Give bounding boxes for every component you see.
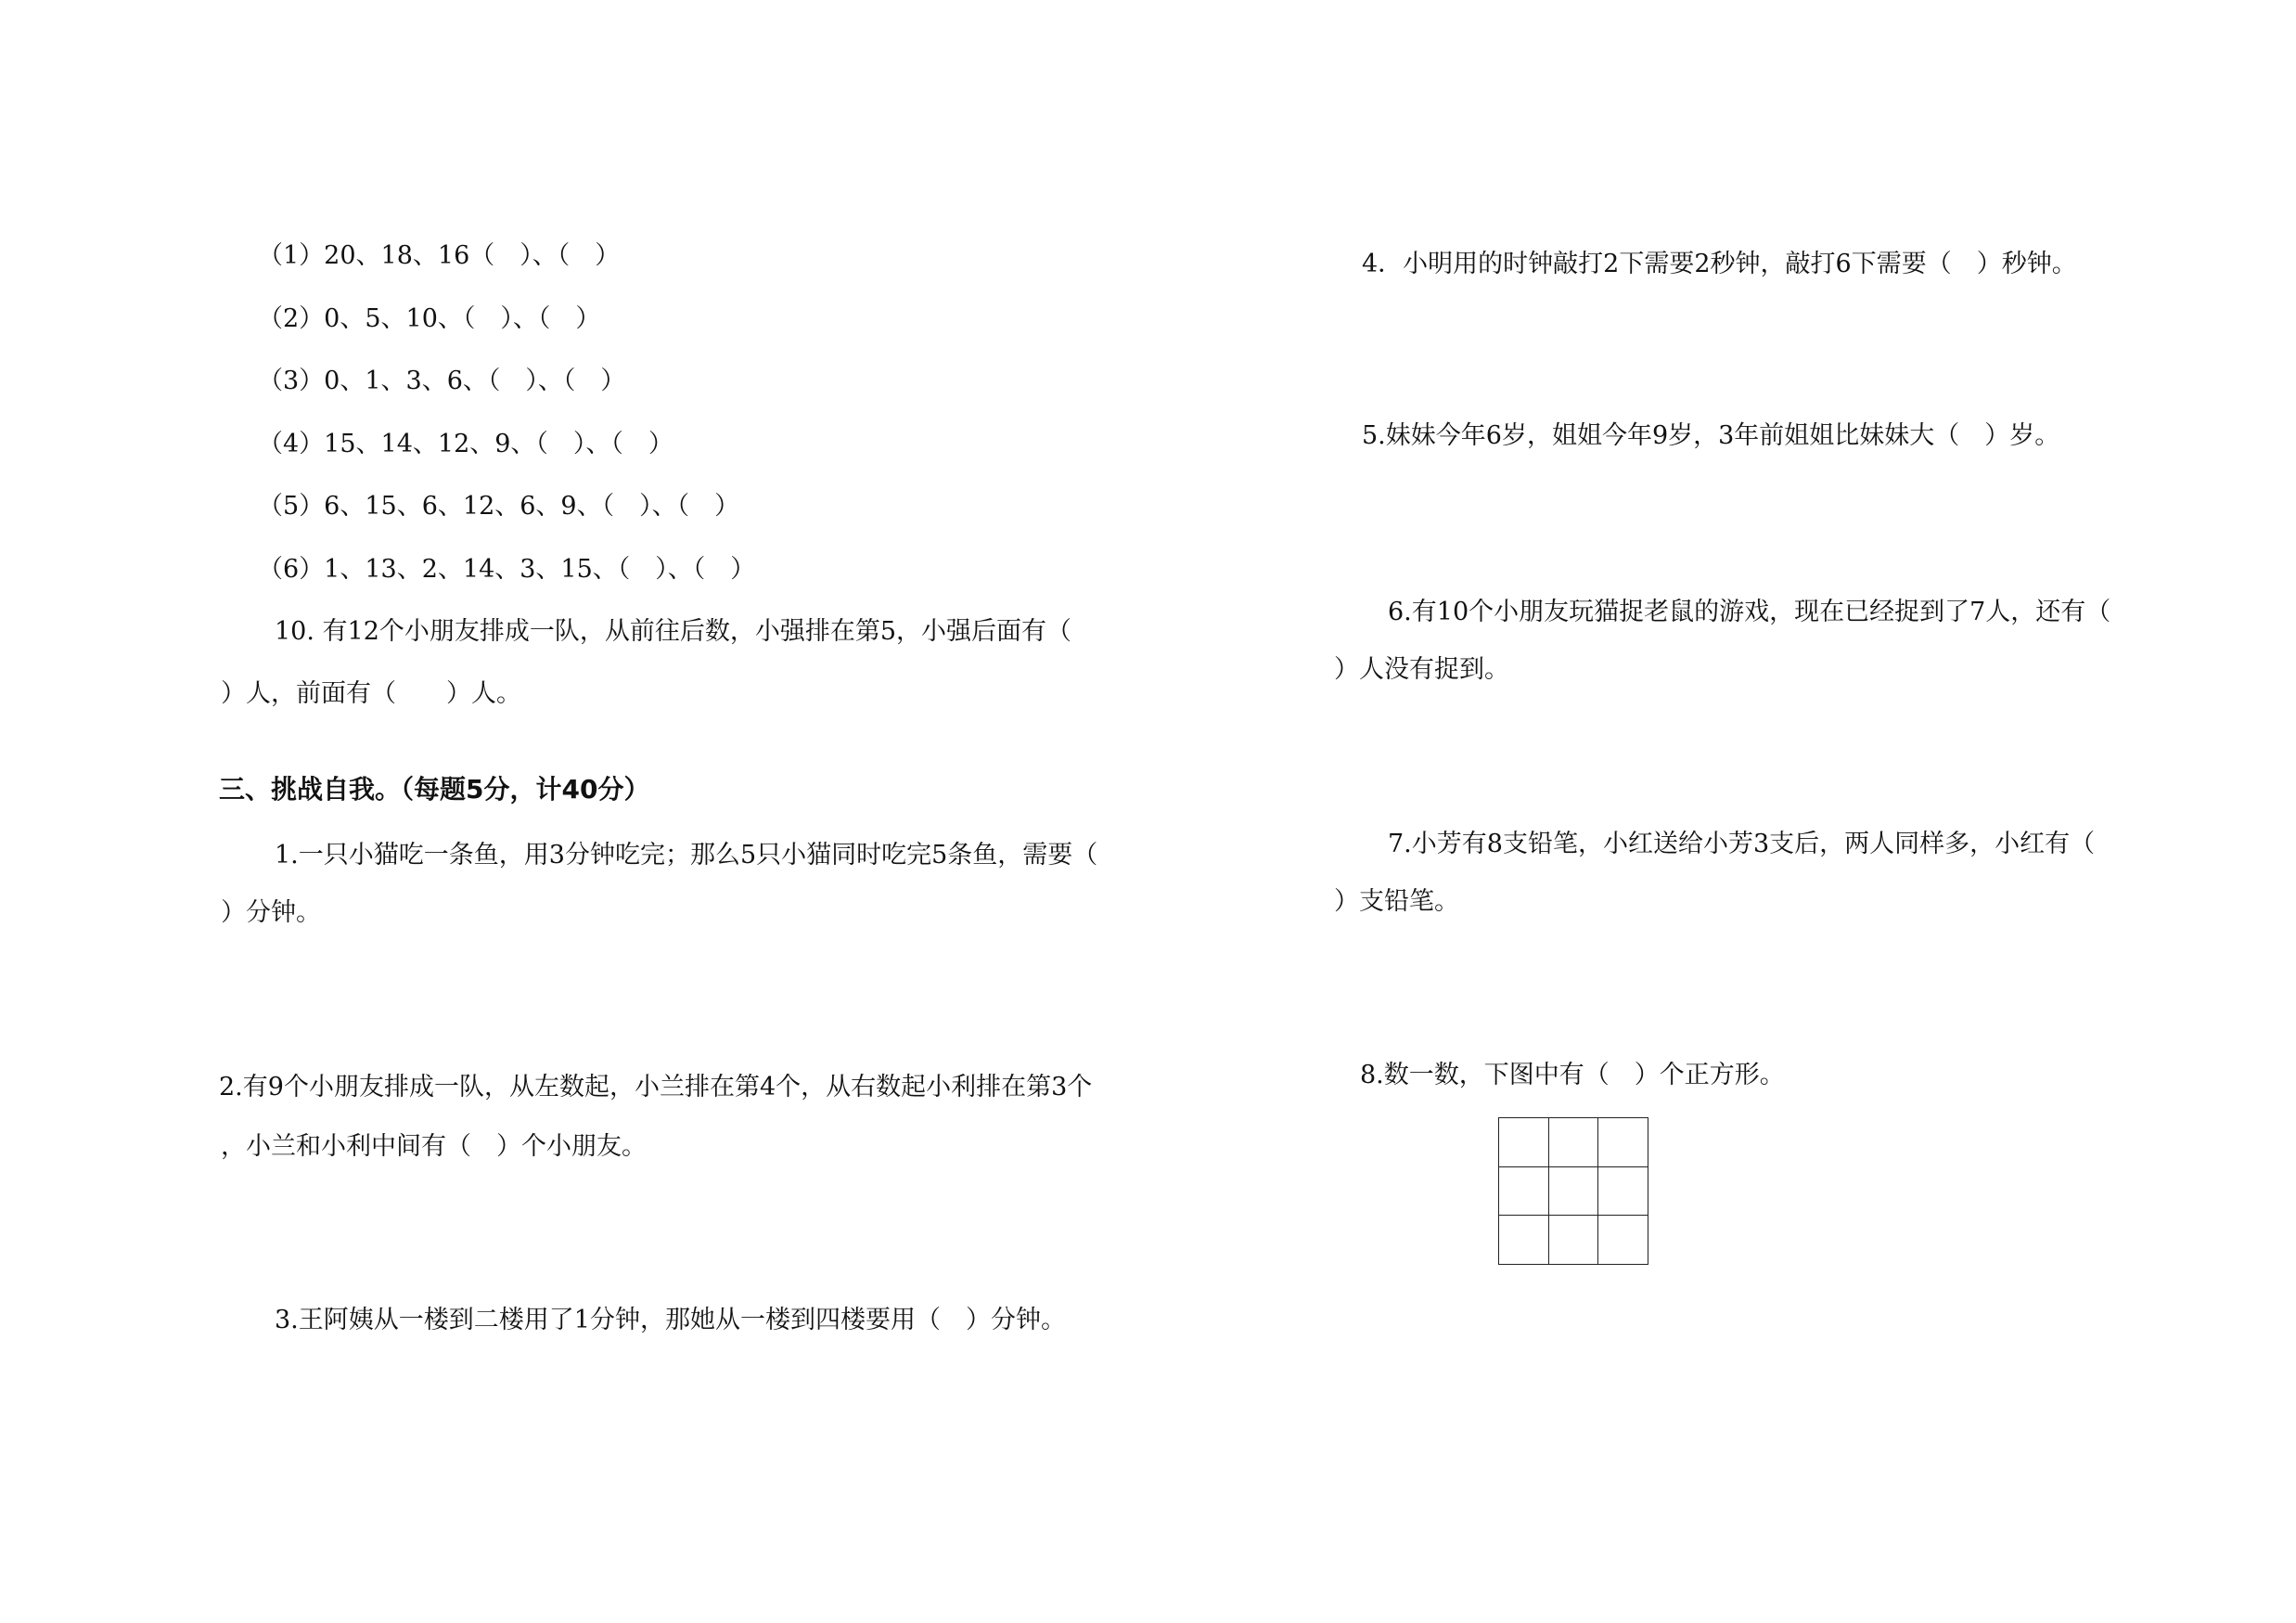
grid-cell [1499,1118,1549,1167]
grid-cell [1598,1216,1648,1265]
sequence-item-5: （5）6、15、6、12、6、9、（ ）、（ ） [258,492,740,521]
question-4-line-1: 4．小明用的时钟敲打2下需要2秒钟，敲打6下需要（ ）秒钟。 [1362,250,2077,278]
question-10-line-1: 10. 有12个小朋友排成一队，从前往后数，小强排在第5，小强后面有（ [275,617,1072,646]
question-2-line-1: 2.有9个小朋友排成一队，从左数起，小兰排在第4个，从右数起小利排在第3个 [219,1073,1093,1101]
sequence-item-4: （4）15、14、12、9、（ ）、（ ） [258,430,673,458]
sequence-item-1: （1）20、18、16（ ）、（ ） [258,241,621,270]
section-3-heading: 三、挑战自我。（每题5分，计40分） [219,774,650,805]
question-6-line-2: ）人没有捉到。 [1334,655,1509,684]
grid-cell [1549,1216,1599,1265]
grid-cell [1499,1167,1549,1217]
grid-cell [1598,1167,1648,1217]
sequence-item-2: （2）0、5、10、（ ）、（ ） [258,304,601,333]
grid-cell [1499,1216,1549,1265]
sequence-item-3: （3）0、1、3、6、（ ）、（ ） [258,367,626,395]
grid-cell [1549,1167,1599,1217]
grid-cell [1549,1118,1599,1167]
question-8-line-1: 8.数一数，下图中有（ ）个正方形。 [1360,1061,1785,1089]
question-6-line-1: 6.有10个小朋友玩猫捉老鼠的游戏，现在已经捉到了7人，还有（ [1388,598,2111,626]
question-2-line-2: ，小兰和小利中间有（ ）个小朋友。 [221,1132,647,1161]
question-1-line-1: 1.一只小猫吃一条鱼，用3分钟吃完；那么5只小猫同时吃完5条鱼，需要（ [275,841,1098,869]
question-3-line-1: 3.王阿姨从一楼到二楼用了1分钟，那她从一楼到四楼要用（ ）分钟。 [275,1306,1066,1334]
question-7-line-2: ）支铅笔。 [1334,887,1459,916]
squares-grid-figure [1498,1117,1648,1265]
question-1-line-2: ）分钟。 [221,898,321,927]
question-10-line-2: ）人，前面有（ ）人。 [221,679,521,708]
grid-cell [1598,1118,1648,1167]
sequence-item-6: （6）1、13、2、14、3、15、（ ）、（ ） [258,555,756,584]
question-7-line-1: 7.小芳有8支铅笔，小红送给小芳3支后，两人同样多，小红有（ [1388,830,2096,858]
question-5-line-1: 5.妹妹今年6岁，姐姐今年9岁，3年前姐姐比妹妹大（ ）岁。 [1362,421,2060,450]
